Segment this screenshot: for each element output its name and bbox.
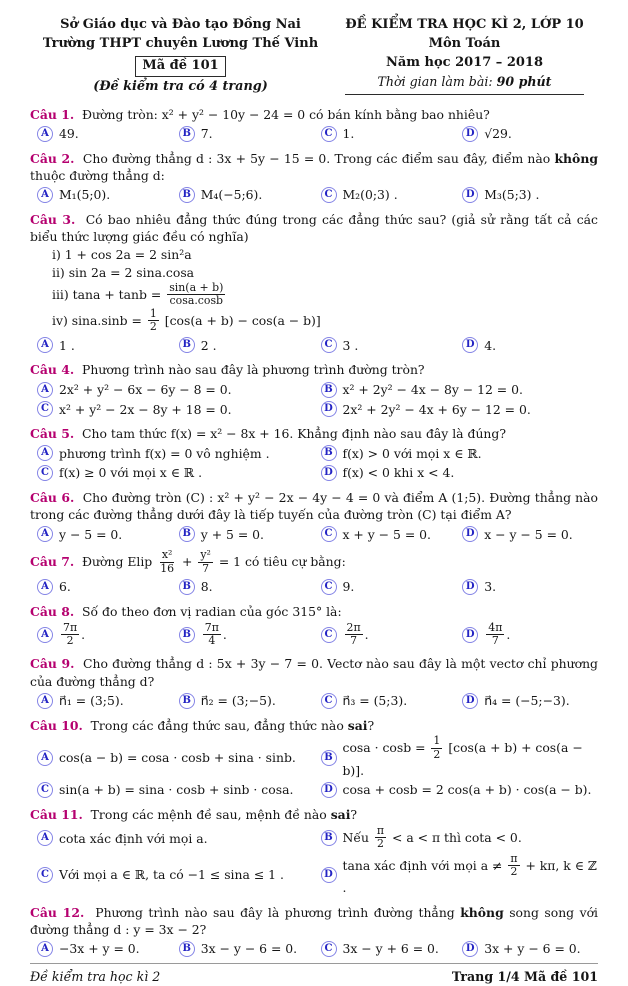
option-B [179, 620, 315, 648]
fraction: $\frac{4\pi}{7}$ [488, 620, 503, 647]
question-text: Câu 7. Đường Elip $\frac{\text{x²}}{16}$ + $\frac{\text{y²}}{7}$ = 1 có tiêu cự bằng: [30, 548, 346, 575]
exam-duration [345, 73, 583, 90]
option-D [462, 578, 598, 595]
option-A [37, 578, 173, 595]
exam-code-box: Mã đề 101 [135, 56, 225, 77]
option-letter-badge: A [37, 830, 53, 846]
option-text: 2x² + y² − 6x − 6y − 8 = 0. [59, 382, 232, 398]
statement-item: iv) sina.sinb = $\frac{1}{2}$ [cos(a + b) − cos(a − b)] [52, 306, 321, 334]
option-text: Với mọi a ∈ ℝ, ta có −1 ≤ sina ≤ 1 . [59, 867, 284, 883]
option-letter-badge: A [37, 941, 53, 957]
option-letter-badge: D [321, 401, 337, 417]
question-list [30, 104, 598, 958]
fraction: $\frac{\pi}{2}$ [510, 851, 518, 878]
option-letter-badge: D [321, 782, 337, 798]
option-letter-badge: D [462, 627, 478, 643]
option-letter-badge: A [37, 445, 53, 461]
fraction: $\frac{2\pi}{7}$ [346, 620, 361, 647]
option-C [37, 464, 315, 481]
statement-item: ii) sin 2a = 2 sina.cosa [52, 265, 195, 281]
option-A [37, 186, 173, 203]
option-letter-badge: C [321, 126, 337, 142]
option-text: M₁(5;0). [59, 187, 111, 203]
question-number: Câu 5. [30, 426, 75, 442]
option-letter-badge: C [321, 693, 337, 709]
exam-subject: Môn Toán [428, 35, 501, 51]
question-7 [30, 550, 598, 595]
department-name: Sở Giáo dục và Đào tạo Đồng Nai [60, 17, 301, 32]
option-text: cosa + cosb = 2 cos(a + b) · cos(a − b). [342, 782, 592, 798]
option-A [37, 826, 315, 851]
option-letter-badge: D [462, 579, 478, 595]
option-letter-badge: D [462, 526, 478, 542]
option-D [321, 851, 599, 897]
option-text: f(x) > 0 với mọi x ∈ ℝ. [342, 445, 482, 461]
answer-options [30, 125, 598, 142]
question-number: Câu 6. [30, 490, 75, 506]
question-number: Câu 3. [30, 212, 76, 228]
option-letter-badge: B [179, 627, 195, 643]
option-A [37, 692, 173, 709]
option-text: cos(a − b) = cosa · cosb + sina · sinb. [59, 750, 296, 766]
option-C [321, 620, 457, 648]
option-letter-badge: C [321, 627, 337, 643]
question-5 [30, 425, 598, 481]
option-text: 7. [200, 126, 213, 142]
question-3 [30, 211, 598, 354]
question-text: Câu 2. Cho đường thẳng d : 3x + 5y − 15 = 0. Trong các điểm sau đây, điểm nào không thuộc đường thẳng d: [30, 150, 598, 183]
option-A [37, 736, 315, 779]
question-text: Câu 1. Đường tròn: x² + y² − 10y − 24 = 0 có bán kính bằng bao nhiêu? [30, 106, 490, 122]
header-school-block [30, 16, 331, 96]
question-8 [30, 603, 598, 648]
option-letter-badge: B [321, 750, 337, 766]
option-text: 3. [484, 579, 497, 595]
fraction: $\frac{\text{y²}}{7}$ [200, 548, 211, 575]
option-D [462, 186, 598, 203]
option-letter-badge: C [321, 337, 337, 353]
option-text: cota xác định với mọi a. [59, 830, 208, 846]
answer-options [30, 381, 598, 418]
question-6 [30, 489, 598, 543]
option-text: −3x + y = 0. [59, 941, 140, 957]
question-12 [30, 904, 598, 958]
option-letter-badge: A [37, 750, 53, 766]
option-text: n⃗₁ = (3;5). [59, 693, 124, 709]
option-text: M₄(−5;6). [200, 187, 263, 203]
option-A [37, 337, 173, 354]
option-B [321, 381, 599, 398]
option-text: 4. [484, 337, 497, 353]
question-text: Câu 3. Có bao nhiêu đẳng thức đúng trong các đẳng thức sau? (giả sử rằng tất cả các biểu thức lượng giác đều có nghĩa) [30, 212, 598, 245]
option-text: n⃗₃ = (5;3). [342, 693, 408, 709]
question-number: Câu 1. [30, 106, 75, 122]
option-letter-badge: D [462, 693, 478, 709]
option-text: cosa · cosb = $\frac{1}{2}$ [cos(a + b) + cos(a − b)]. [342, 734, 583, 778]
option-text: f(x) < 0 khi x < 4. [342, 465, 455, 481]
option-letter-badge: B [179, 526, 195, 542]
option-text: x − y − 5 = 0. [484, 526, 573, 542]
fraction: $\frac{7\pi}{4}$ [204, 620, 219, 647]
option-letter-badge: A [37, 337, 53, 353]
option-B [179, 578, 315, 595]
question-text: Câu 8. Số đo theo đơn vị radian của góc 315° là: [30, 603, 342, 619]
school-name: Trường THPT chuyên Lương Thế Vinh [42, 35, 319, 51]
question-1 [30, 106, 598, 143]
option-letter-badge: C [37, 465, 53, 481]
question-text: Câu 5. Cho tam thức f(x) = x² − 8x + 16. Khẳng định nào sau đây là đúng? [30, 426, 506, 442]
option-text: 3x + y − 6 = 0. [484, 941, 581, 957]
option-A [37, 526, 173, 543]
option-text: x² + y² − 2x − 8y + 18 = 0. [59, 401, 232, 417]
footer-exam-name: Đề kiểm tra học kì 2 [30, 969, 161, 985]
option-text: 6. [59, 579, 71, 595]
option-letter-badge: A [37, 693, 53, 709]
option-text: 9. [342, 579, 355, 595]
option-C [321, 940, 457, 957]
option-C [37, 401, 315, 418]
duration-label: Thời gian làm bài: [377, 73, 497, 89]
question-text: Câu 10. Trong các đẳng thức sau, đẳng thức nào sai? [30, 717, 375, 733]
question-number: Câu 8. [30, 603, 75, 619]
question-number: Câu 7. [30, 554, 75, 570]
option-letter-badge: B [179, 337, 195, 353]
option-text: y − 5 = 0. [59, 526, 123, 542]
option-A [37, 445, 315, 462]
option-letter-badge: D [462, 187, 478, 203]
question-9 [30, 655, 598, 709]
answer-options [30, 578, 598, 595]
option-text: sin(a + b) = sina · cosb + sinb · cosa. [59, 782, 294, 798]
question-text: Câu 11. Trong các mệnh đề sau, mệnh đề nào sai? [30, 807, 358, 823]
option-C [37, 781, 315, 798]
option-letter-badge: A [37, 579, 53, 595]
option-text: 2 . [200, 337, 217, 353]
option-text: 1. [342, 126, 355, 142]
option-text: $\frac{2\pi}{7}$ . [346, 620, 369, 647]
option-text: $\frac{7\pi}{4}$ . [204, 620, 227, 647]
option-letter-badge: A [37, 526, 53, 542]
question-text: Câu 4. Phương trình nào sau đây là phương trình đường tròn? [30, 362, 425, 378]
option-A [37, 940, 173, 957]
option-B [179, 125, 315, 142]
exam-year: Năm học 2017 – 2018 [385, 54, 544, 70]
option-A [37, 620, 173, 648]
answer-options [30, 445, 598, 482]
option-text: n⃗₄ = (−5;−3). [484, 693, 570, 709]
option-D [462, 620, 598, 648]
option-B [179, 940, 315, 957]
answer-options [30, 823, 598, 896]
option-text: f(x) ≥ 0 với mọi x ∈ ℝ . [59, 465, 203, 481]
option-letter-badge: A [37, 126, 53, 142]
fraction: $\frac{1}{2}$ [433, 734, 441, 761]
option-text: 1 . [59, 337, 75, 353]
option-text: 3x − y + 6 = 0. [342, 941, 439, 957]
option-D [321, 781, 599, 798]
option-text: Nếu $\frac{\pi}{2}$ < a < π thì cota < 0. [342, 823, 522, 850]
option-letter-badge: B [321, 830, 337, 846]
fraction: $\frac{7\pi}{2}$ [63, 620, 78, 647]
exam-title-block [345, 16, 583, 95]
question-11 [30, 806, 598, 896]
option-letter-badge: A [37, 187, 53, 203]
question-4 [30, 361, 598, 417]
option-C [321, 526, 457, 543]
answer-options [30, 692, 598, 709]
option-D [462, 337, 598, 354]
option-text: M₂(0;3) . [342, 187, 398, 203]
question-text: Câu 6. Cho đường tròn (C) : x² + y² − 2x − 4y − 4 = 0 và điểm A (1;5). Đường thẳng nào trong các đường thẳng dưới đây là tiếp tuyến của đường tròn (C) tại điểm A? [30, 490, 598, 523]
question-text: Câu 9. Cho đường thẳng d : 5x + 3y − 7 = 0. Vectơ nào sau đây là một vectơ chỉ phương của đường thẳng d? [30, 656, 598, 689]
statement-item: iii) tana + tanb = $\frac{\sin(a + b)}{\cos a.\cos b}$ [52, 280, 224, 307]
answer-options [30, 620, 598, 648]
option-letter-badge: C [321, 941, 337, 957]
duration-value: 90 phút [496, 73, 552, 89]
page-count-note: (Đề kiểm tra có 4 trang) [93, 78, 268, 94]
option-A [37, 381, 315, 398]
option-letter-badge: B [179, 579, 195, 595]
fraction: $\frac{1}{2}$ [149, 306, 157, 334]
option-text: phương trình f(x) = 0 vô nghiệm . [59, 445, 270, 461]
option-D [321, 401, 599, 418]
option-letter-badge: D [321, 867, 337, 883]
option-C [321, 337, 457, 354]
option-D [462, 692, 598, 709]
question-number: Câu 9. [30, 656, 75, 672]
option-text: 2x² + 2y² − 4x + 6y − 12 = 0. [342, 401, 531, 417]
question-number: Câu 4. [30, 362, 75, 378]
exam-footer [30, 963, 598, 985]
exam-header [30, 16, 598, 96]
option-C [321, 125, 457, 142]
option-D [462, 940, 598, 957]
answer-options [30, 940, 598, 957]
option-letter-badge: A [37, 627, 53, 643]
question-number: Câu 10. [30, 717, 83, 733]
footer-page-number: Trang 1/4 Mã đề 101 [451, 969, 598, 985]
question-number: Câu 11. [30, 807, 83, 823]
option-B [321, 736, 599, 779]
option-letter-badge: C [37, 401, 53, 417]
option-letter-badge: B [179, 126, 195, 142]
question-number: Câu 12. [30, 904, 85, 920]
option-D [321, 464, 599, 481]
option-B [321, 823, 599, 851]
option-B [179, 526, 315, 543]
option-letter-badge: D [462, 337, 478, 353]
fraction: $\frac{\pi}{2}$ [376, 823, 385, 850]
option-text: 3x − y − 6 = 0. [200, 941, 298, 957]
fraction: $\frac{\sin(a + b)}{\cos a.\cos b}$ [169, 280, 224, 307]
option-letter-badge: C [321, 579, 337, 595]
option-letter-badge: B [179, 941, 195, 957]
option-letter-badge: B [321, 445, 337, 461]
option-text: x + y − 5 = 0. [342, 526, 431, 542]
option-C [321, 578, 457, 595]
option-B [179, 186, 315, 203]
option-letter-badge: C [321, 526, 337, 542]
option-letter-badge: B [179, 693, 195, 709]
option-letter-badge: B [179, 187, 195, 203]
option-text: M₃(5;3) . [484, 187, 540, 203]
option-text: y + 5 = 0. [200, 526, 264, 542]
statement-item: i) 1 + cos 2a = 2 sin²a [52, 247, 192, 263]
option-text: tana xác định với mọi a ≠ $\frac{\pi}{2}$ + kπ, k ∈ ℤ . [342, 851, 597, 895]
option-text: x² + 2y² − 4x − 8y − 12 = 0. [342, 382, 523, 398]
option-letter-badge: C [321, 187, 337, 203]
question-2 [30, 150, 598, 204]
option-letter-badge: A [37, 382, 53, 398]
option-B [179, 337, 315, 354]
question-10 [30, 717, 598, 799]
statement-list [30, 246, 598, 334]
answer-options [30, 337, 598, 354]
option-C [321, 692, 457, 709]
answer-options [30, 736, 598, 798]
option-letter-badge: D [462, 126, 478, 142]
option-text: 8. [200, 579, 213, 595]
option-text: 3 . [342, 337, 359, 353]
option-letter-badge: D [462, 941, 478, 957]
option-C [321, 186, 457, 203]
option-text: $\frac{7\pi}{2}$ . [63, 620, 86, 647]
option-B [179, 692, 315, 709]
option-letter-badge: D [321, 465, 337, 481]
option-letter-badge: C [37, 782, 53, 798]
option-D [462, 125, 598, 142]
option-text: √29. [484, 126, 512, 142]
option-letter-badge: B [321, 382, 337, 398]
option-text: 49. [59, 126, 79, 142]
fraction: $\frac{\text{x²}}{16}$ [160, 548, 175, 575]
option-A [37, 125, 173, 142]
option-text: n⃗₂ = (3;−5). [200, 693, 276, 709]
header-exam-block [331, 16, 598, 96]
exam-code-row [30, 54, 331, 78]
option-text: $\frac{4\pi}{7}$ . [488, 620, 511, 647]
option-B [321, 445, 599, 462]
answer-options [30, 186, 598, 203]
question-number: Câu 2. [30, 150, 75, 166]
question-text: Câu 12. Phương trình nào sau đây là phương trình đường thẳng không song song với đường thẳng d : y = 3x − 2? [30, 904, 599, 937]
option-D [462, 526, 598, 543]
exam-title: ĐỀ KIỂM TRA HỌC KÌ 2, LỚP 10 [345, 17, 584, 32]
option-C [37, 854, 315, 897]
option-letter-badge: C [37, 867, 53, 883]
answer-options [30, 526, 598, 543]
